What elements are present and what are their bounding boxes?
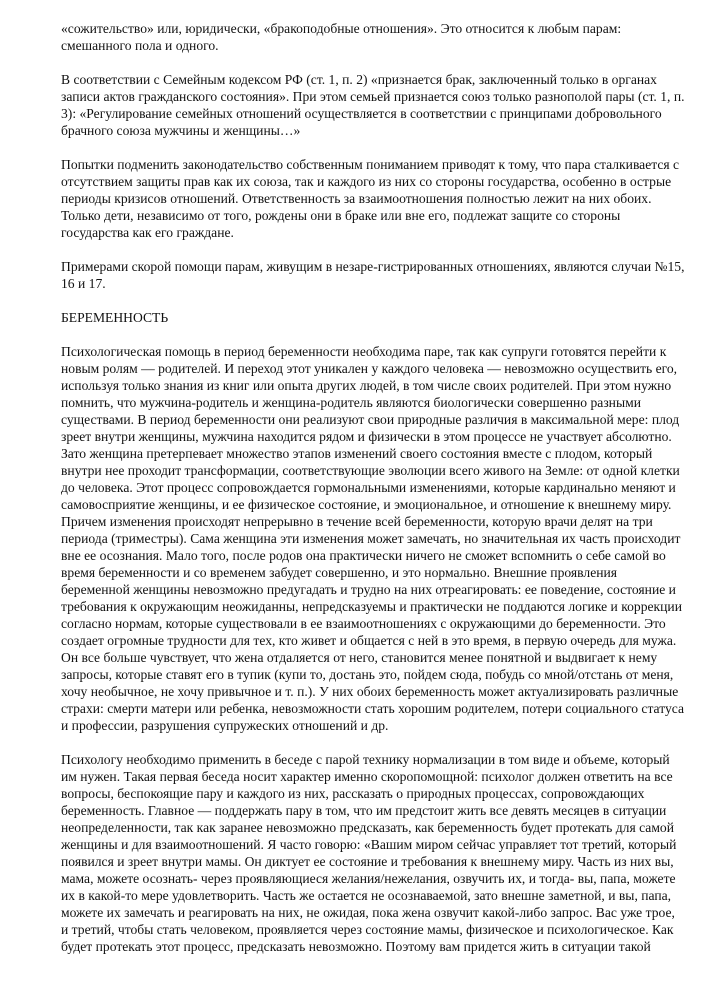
paragraph-normalization-technique: Психологу необходимо применить в беседе с парой технику нормализации в том виде и объеме, который им нужен. Такая первая беседа носит характер именно скоропомощной: психолог должен ответить на все вопросы, беспокоящие пару и каждого из них, рассказать о природных процессах, сопровождающих беременность. Главное — поддержать пару в том, что им предстоит жить все девять месяцев в ситуации неопределенности, так как заранее невозможно предсказать, как беременность будет протекать для самой женщины и для взаимоотношений. Я часто говорю: «Вашим миром сейчас управляет тот третий, который появился и зреет внутри мамы. Он диктует ее состояние и требования к внешнему миру. Часть из них вы, мама, можете осознать- через проявляющиеся желания/нежелания, озвучить их, и тогда- вы, папа, можете их в какой-то мере удовлетворить. Часть же остается не осознаваемой, зато внешне заметной, и вы, папа, можете их замечать и реагировать на них, не ожидая, пока жена озвучит какой-либо запрос. Вас уже трое, и третий, чтобы стать человеком, проявляется через состояние мамы, физическое и психологическое. Как будет протекать этот процесс, предсказать невозможно. Поэтому вам придется жить в ситуации такой <box>61 752 677 954</box>
paragraph-pregnancy-help: Психологическая помощь в период беременности необходима паре, так как супруги готовятся перейти к новым ролям — родителей. И переход этот уникален у каждого человека — невозможно осуществить его, используя только знания из книг или опыта других людей, в том числе своих родителей. При этом нужно помнить, что мужчина-родитель и женщина-родитель являются биологически совершенно разными существами. В период беременности они реализуют свои природные различия в максимальной мере: плод зреет внутри женщины, мужчина находится рядом и физически в этом процессе не участвует абсолютно. Зато женщина претерпевает множество этапов изменений своего состояния вместе с плодом, который внутри нее проходит трансформации, соответствующие эволюции всего живого на Земле: от одной клетки до человека. Этот процесс сопровождается гормональными изменениями, которые кардинально меняют и самовосприятие женщины, и ее физическое состояние, и эмоциональное, и отношение к внешнему миру. Причем изменения происходят непрерывно в течение всей беременности, которую врачи делят на три периода (триместры). Сама женщина эти изменения может замечать, но значительная их часть происходит вне ее осознания. Мало того, после родов она практически ничего не сможет вспомнить о себе самой во время беременности и со временем забудет совершенно, и это нормально. Внешние проявления беременной женщины невозможно предугадать и трудно на них отреагировать: ее поведение, состояние и требования к окружающим неожиданны, непредсказуемы и практически не поддаются логике и коррекции согласно нормам, которые существовали в ее взаимоотношениях с окружающими до беременности. Это создает огромные трудности для тех, кто живет и общается с ней в это время, в первую очередь для мужа. Он все больше чувствует, что жена отдаляется от него, становится менее понятной и выдвигает к нему запросы, которые ставят его в тупик (купи то, достань это, пойдем сюда, побудь со мной/отстань от меня, хочу необычное, не хочу привычное и т. п.). У них обоих беременность может актуализировать различные страхи: смерти матери или ребенка, невозможности стать хорошим родителем, потери социального статуса и профессии, разрушения супружеских отношений и др. <box>61 344 685 733</box>
paragraph-cohabitation: «сожительство» или, юридически, «бракоподобные отношения». Это относится к любым парам: смешанного пола и одного. <box>61 21 622 53</box>
paragraph-case-examples: Примерами скорой помощи парам, живущим в незаре-гистрированных отношениях, являются случаи №15, 16 и 17. <box>61 259 685 291</box>
document-page <box>61 20 685 972</box>
paragraph-family-code: В соответствии с Семейным кодексом РФ (ст. 1, п. 2) «признается брак, заключенный только в органах записи актов гражданского состояния». При этом семьей признается союз только разнополой пары (ст. 1, п. 3): «Регулирование семейных отношений осуществляется в соответствии с принципами добровольного брачного союза мужчины и женщины…» <box>61 72 685 138</box>
paragraph-legislation: Попытки подменить законодательство собственным пониманием приводят к тому, что пара сталкивается с отсутствием защиты прав как их союза, так и каждого из них со стороны государства, особенно в острые периоды кризисов отношений. Ответственность за взаимоотношения полностью лежит на них обоих. Только дети, независимо от того, рождены они в браке или вне его, подлежат защите со стороны государства как его граждане. <box>61 157 680 240</box>
section-heading-pregnancy: БЕРЕМЕННОСТЬ <box>61 310 169 325</box>
